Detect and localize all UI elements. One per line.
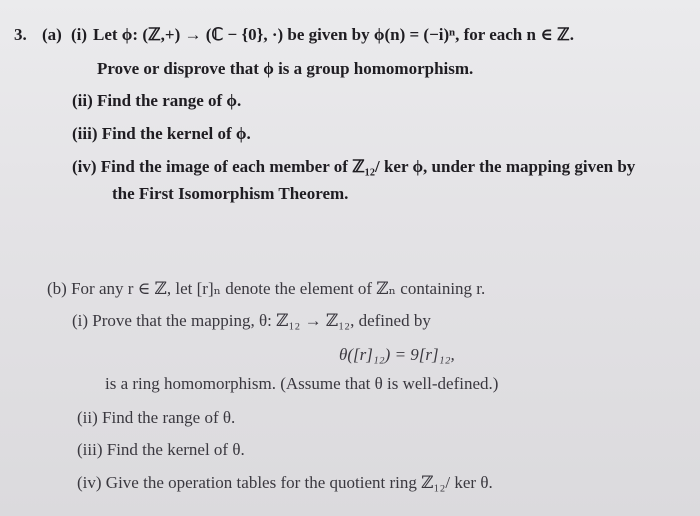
- part-b-iv: (iv) Give the operation tables for the quotient ring ℤ₁₂/ ker θ.: [77, 473, 493, 492]
- part-a-i-line1: Let ϕ: (ℤ,+) → (ℂ − {0}, ·) be given by ϕ(n) = (−i)ⁿ, for each n ∈ ℤ.: [93, 25, 574, 44]
- part-b-line1: (b) For any r ∈ ℤ, let [r]ₙ denote the element of ℤₙ containing r.: [47, 279, 486, 298]
- part-a-ii: (ii) Find the range of ϕ.: [72, 91, 242, 110]
- question-number: 3.: [14, 25, 27, 44]
- part-b-i-formula: θ([r]₁₂) = 9[r]₁₂,: [339, 345, 455, 364]
- part-b-ii: (ii) Find the range of θ.: [77, 408, 236, 427]
- part-a-iii: (iii) Find the kernel of ϕ.: [72, 124, 251, 143]
- part-a-i-line2: Prove or disprove that ϕ is a group homomorphism.: [97, 59, 474, 78]
- part-b-i-line3: is a ring homomorphism. (Assume that θ is well-defined.): [105, 374, 499, 393]
- part-a-iv-line1: (iv) Find the image of each member of ℤ₁₂/ ker ϕ, under the mapping given by: [72, 157, 636, 176]
- part-a-label: (a): [42, 25, 62, 44]
- part-a-iv-line2: the First Isomorphism Theorem.: [112, 184, 349, 203]
- part-b-i-line1: (i) Prove that the mapping, θ: ℤ₁₂ → ℤ₁₂, defined by: [72, 311, 431, 330]
- part-b-iii: (iii) Find the kernel of θ.: [77, 440, 245, 459]
- part-a-i-label: (i): [71, 25, 88, 44]
